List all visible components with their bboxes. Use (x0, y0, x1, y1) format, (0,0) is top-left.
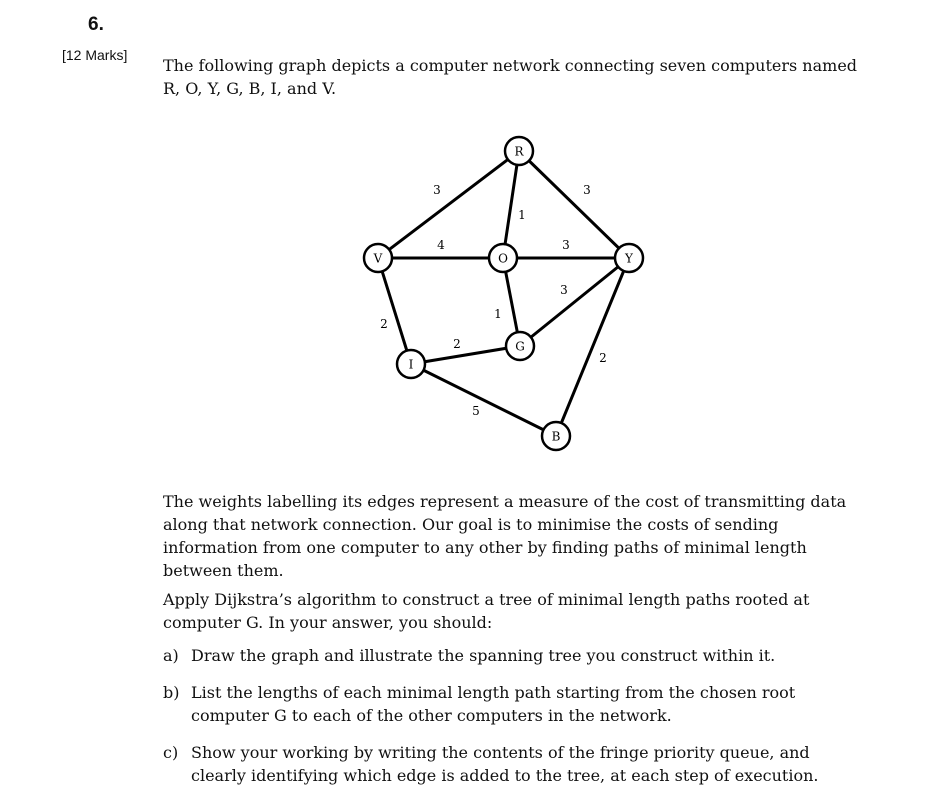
weight-r-y: 3 (583, 183, 591, 197)
weight-i-b: 5 (472, 404, 480, 418)
part-a-text: Draw the graph and illustrate the spanning tree you construct within it. (191, 646, 776, 665)
weight-i-g: 2 (453, 337, 461, 351)
weight-v-o: 4 (437, 238, 445, 252)
weight-v-i: 2 (380, 317, 388, 331)
node-v-label: V (373, 251, 383, 266)
question-number: 6. (88, 14, 104, 35)
node-v (364, 244, 392, 272)
part-a-label: a) (163, 646, 179, 665)
weight-r-o: 1 (518, 208, 526, 222)
part-a (163, 644, 853, 667)
part-c-label: c) (163, 743, 179, 762)
weight-o-y: 3 (562, 238, 570, 252)
edge-v-i (378, 258, 411, 364)
intro-paragraph: The following graph depicts a computer network connecting seven computers named R, O, Y, G, B, I, and V. (163, 56, 858, 98)
parts-list (163, 644, 853, 787)
part-b (163, 681, 853, 727)
part-c-text: Show your working by writing the contents of the fringe priority queue, and clearly identifying which edge is added to the tree, at each step of execution. (191, 743, 819, 785)
question-body (163, 490, 853, 801)
node-b (542, 422, 570, 450)
node-y-label: Y (625, 251, 633, 266)
edge-r-o (503, 151, 519, 258)
network-graph (340, 120, 660, 460)
intro-text (163, 54, 863, 100)
node-o-label: O (498, 251, 508, 266)
part-b-text: List the lengths of each minimal length path starting from the chosen root computer G to each of the other computers in the network. (191, 683, 796, 725)
node-g (506, 332, 534, 360)
node-i (397, 350, 425, 378)
paragraph-weights: The weights labelling its edges represent a measure of the cost of transmitting data along that network connection. Our goal is to minimise the costs of sending information from one computer to any other by finding paths of minimal length between them. (163, 492, 847, 580)
edge-v-r (378, 151, 519, 258)
part-c (163, 741, 853, 787)
edge-i-g (411, 346, 520, 364)
edge-i-b (411, 364, 556, 436)
node-b-label: B (551, 429, 561, 444)
node-o (489, 244, 517, 272)
node-i-label: I (408, 357, 414, 372)
edge-r-y (519, 151, 629, 258)
edge-g-y (520, 258, 629, 346)
node-y (615, 244, 643, 272)
weight-v-r: 3 (433, 183, 441, 197)
weight-o-g: 1 (494, 307, 502, 321)
paragraph-task: Apply Dijkstra’s algorithm to construct a tree of minimal length paths rooted at computer G. In your answer, you should: (163, 590, 810, 632)
node-r (505, 137, 533, 165)
node-r-label: R (514, 144, 524, 159)
weight-b-y: 2 (599, 351, 607, 365)
weight-g-y: 3 (560, 283, 568, 297)
marks-label: [12 Marks] (62, 47, 128, 63)
part-b-label: b) (163, 683, 180, 702)
node-g-label: G (515, 339, 525, 354)
